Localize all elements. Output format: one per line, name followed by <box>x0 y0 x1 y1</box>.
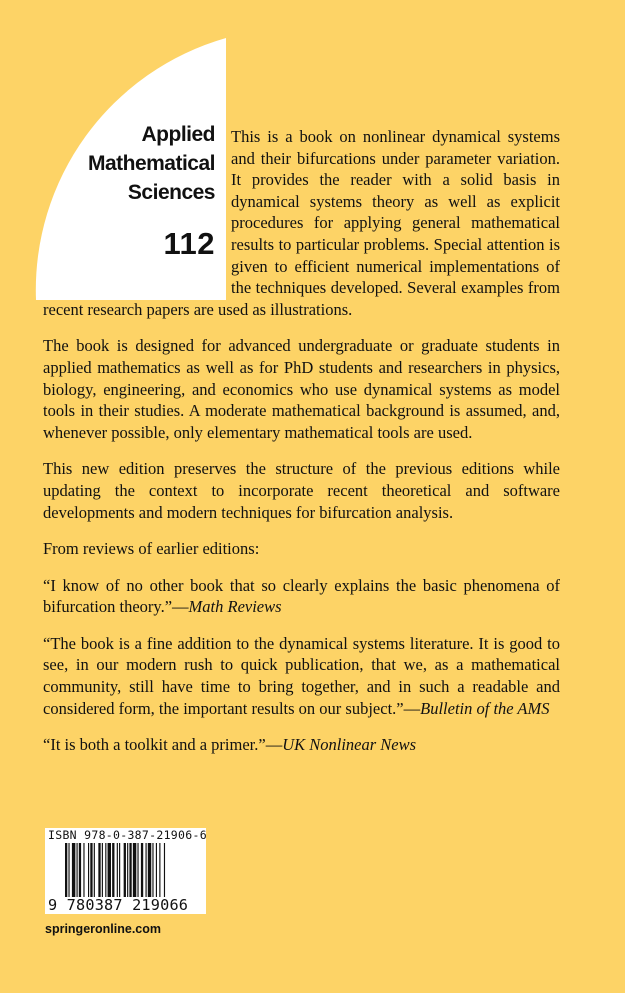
publisher-website: springeronline.com <box>45 922 161 936</box>
volume-number: 112 <box>163 226 215 261</box>
review-2-source: Bulletin of the AMS <box>420 698 550 718</box>
series-line-1: Applied <box>141 123 215 146</box>
back-cover-text <box>43 126 560 771</box>
description-paragraph-1: This is a book on nonlinear dynamical systems and their bifurcations under parameter variation. It provides the reader with a solid basis in dynamical systems theory as well as explicit procedures for applying general mathematical results to particular problems. Special attention is given to efficient numerical implementations of the techniques developed. Several examples from recent research papers are used as illustrations. <box>43 127 560 319</box>
isbn-label: ISBN 978-0-387-21906-6 <box>48 828 207 842</box>
isbn-barcode-box <box>45 828 206 914</box>
barcode-number: 9 780387 219066 <box>48 896 189 914</box>
series-line-2: Mathematical <box>87 152 215 175</box>
review-3-source: UK Nonlinear News <box>282 735 417 755</box>
review-2: “The book is a fine addition to the dynamical systems literature. It is good to see, in our modern rush to quick publication, that we, as a mathematical community, still have time to bring together, and in such a readable and considered form, the important results on our subject.”—Bulletin of the AMS <box>43 633 560 718</box>
review-1: “I know of no other book that so clearly explains the basic phenomena of bifurcation theory.”—Math Reviews <box>43 575 560 617</box>
barcode-icon <box>63 843 197 897</box>
series-line-3: Sciences <box>127 181 215 204</box>
description-paragraph-3: This new edition preserves the structure of the previous editions while updating the context to incorporate recent theoretical and software developments and modern techniques for bifurcation analysis. <box>43 459 560 522</box>
reviews-intro: From reviews of earlier editions: <box>43 539 260 559</box>
description-paragraph-2: The book is designed for advanced undergraduate or graduate students in applied mathematics as well as for PhD students and researchers in physics, biology, engineering, and economics who use dynamical systems as model tools in their studies. A moderate mathematical background is assumed, and, whenever possible, only elementary mathematical tools are used. <box>43 336 560 442</box>
review-3: “It is both a toolkit and a primer.”—UK Nonlinear News <box>43 735 417 755</box>
review-1-source: Math Reviews <box>188 597 282 617</box>
